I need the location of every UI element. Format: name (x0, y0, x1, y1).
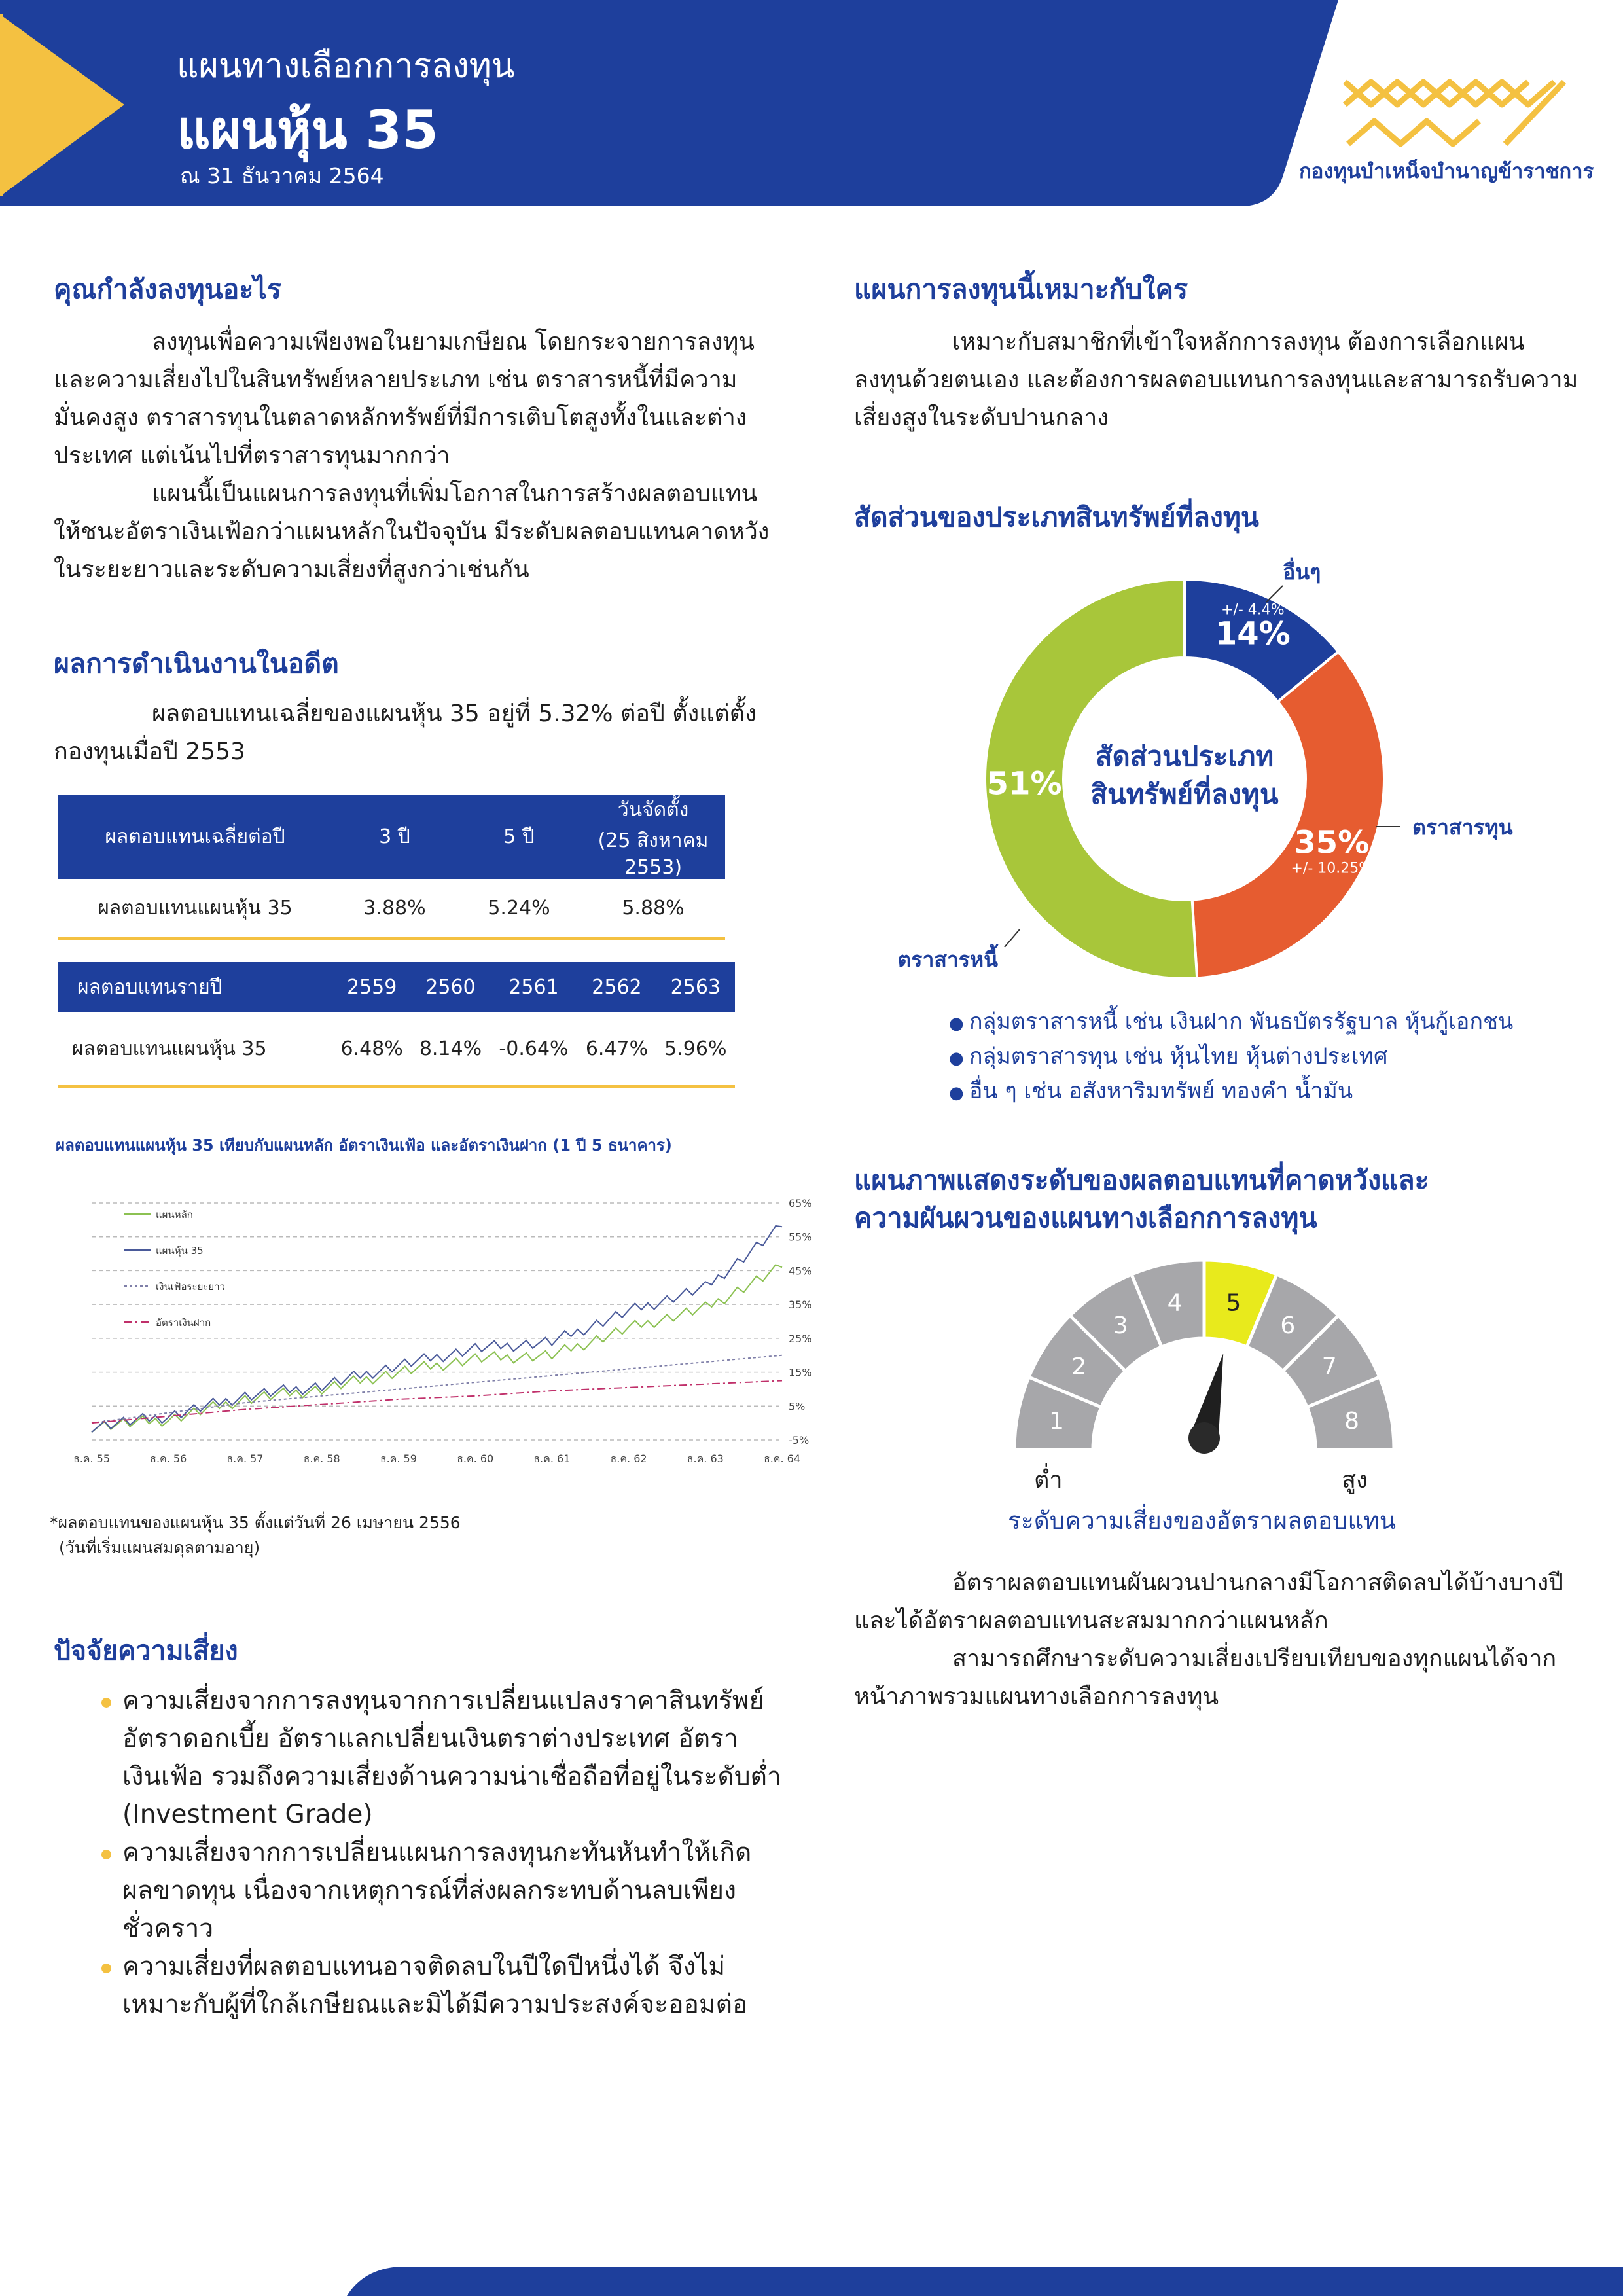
slice-label: ตราสารทุน (1412, 815, 1513, 840)
gauge-paragraph-2: สามารถศึกษาระดับความเสี่ยงเปรียบเทียบของทุกแผนได้จากหน้าภาพรวมแผนทางเลือกการลงทุน (854, 1645, 1557, 1710)
table-cell: -0.64% (499, 1037, 569, 1060)
suitable-heading: แผนการลงทุนนี้เหมาะกับใคร (854, 274, 1188, 305)
table-header-row (58, 795, 725, 879)
slice-percent: 14% (1215, 615, 1291, 653)
past-performance-text (54, 695, 774, 771)
slice-range: +/- 4.4% (1221, 601, 1285, 619)
gauge-level-label: 7 (1321, 1354, 1337, 1381)
gauge-level-label: 2 (1071, 1354, 1087, 1381)
footnote-line: *ผลตอบแทนของแผนหุ้น 35 ตั้งแต่วันที่ 26 เมษายน 2556 (50, 1513, 461, 1532)
heading-line: แผนภาพแสดงระดับของผลตอบแทนที่คาดหวังและ (854, 1164, 1429, 1196)
donut-center-label: สัดส่วนประเภท (1095, 740, 1274, 772)
asset-class-legend (949, 1005, 1513, 1109)
risk-level-gauge (1001, 1253, 1407, 1469)
table-header: 2562 (577, 962, 656, 1012)
risk-list (101, 1682, 782, 2024)
chart-footnote (50, 1511, 461, 1560)
footer-bar (0, 2261, 1623, 2296)
list-item-text: ความเสี่ยงจากการเปลี่ยนแผนการลงทุนกะทันหันทำให้เกิดผลขาดทุน เนื่องจากเหตุการณ์ที่ส่งผลกระทบด้านลบเพียงชั่วคราว (122, 1838, 752, 1943)
table-header: 3 ปี (332, 795, 457, 879)
table-header-row (58, 962, 735, 1012)
list-item (101, 1682, 782, 1834)
table-header: 5 ปี (457, 795, 581, 879)
gauge-low-label: ต่ำ (1034, 1467, 1063, 1494)
gauge-level-label: 1 (1048, 1408, 1064, 1435)
y-tick-label: 25% (789, 1332, 812, 1345)
plan-title: แผนหุ้น 35 (177, 99, 438, 160)
report-date: ณ 31 ธันวาคม 2564 (180, 163, 384, 188)
slice-percent: 51% (986, 765, 1062, 802)
x-tick-label: ธ.ค. 60 (457, 1452, 494, 1465)
table-cell: 6.48% (340, 1037, 403, 1060)
gauge-high-label: สูง (1342, 1467, 1368, 1494)
bullet-icon (101, 1698, 111, 1708)
list-item: ● กลุ่มตราสารทุน เช่น หุ้นไทย หุ้นต่างประเทศ (949, 1040, 1513, 1075)
gauge-level-label: 3 (1113, 1312, 1128, 1339)
series-line (92, 1355, 782, 1423)
gauge-caption: ระดับความเสี่ยงของอัตราผลตอบแทน (1008, 1507, 1397, 1535)
gauge-level-label: 5 (1226, 1289, 1241, 1317)
leader-line (1005, 929, 1020, 947)
donut-slice (1192, 652, 1384, 978)
legend-label: อัตราเงินฝาก (156, 1317, 211, 1329)
y-tick-label: 65% (789, 1197, 812, 1210)
list-item-text: ความเสี่ยงจากการลงทุนจากการเปลี่ยนแปลงราคาสินทรัพย์ อัตราดอกเบี้ย อัตราแลกเปลี่ยนเงินตราต่างประเทศ อัตราเงินเฟ้อ รวมถึงความเสี่ยงด้านความน่าเชื่อถือที่อยู่ในระดับต่ำ (Investment Grade) (122, 1686, 781, 1829)
table-header: ผลตอบแทนรายปี (58, 962, 332, 1012)
performance-line-chart (52, 1185, 825, 1473)
table-header: 2560 (411, 962, 490, 1012)
table-header: 2559 (332, 962, 411, 1012)
gauge-level-label: 4 (1167, 1289, 1183, 1317)
allocation-donut-chart (877, 547, 1544, 995)
y-tick-label: 55% (789, 1230, 812, 1244)
suitable-text (854, 323, 1580, 437)
bullet-icon (101, 1964, 111, 1973)
donut-center-label: สินทรัพย์ที่ลงทุน (1090, 778, 1279, 810)
header-line: (25 สิงหาคม 2553) (597, 829, 709, 879)
x-tick-label: ธ.ค. 57 (226, 1452, 264, 1465)
invest-in-paragraph-1: ลงทุนเพื่อความเพียงพอในยามเกษียณ โดยกระจายการลงทุนและความเสี่ยงไปในสินทรัพย์หลายประเภท เช่น ตราสารหนี้ที่มีความมั่นคงสูง ตราสารทุนในตลาดหลักทรัพย์ที่มีการเติบโตสูงทั้งในและต่างประเทศ แต่เน้นไปที่ตราสารทุนมากกว่า (54, 329, 755, 469)
table-cell: 5.96% (664, 1037, 727, 1060)
x-tick-label: ธ.ค. 59 (380, 1452, 417, 1465)
y-tick-label: 5% (789, 1400, 806, 1413)
gpf-logo-icon (1345, 82, 1564, 144)
slice-label: ตราสารหนี้ (897, 947, 998, 972)
header-line: วันจัดตั้ง (617, 798, 689, 821)
invest-in-heading: คุณกำลังลงทุนอะไร (54, 274, 281, 305)
row-label: ผลตอบแทนแผนหุ้น 35 (98, 896, 293, 920)
legend-label: แผนหุ้น 35 (156, 1245, 204, 1257)
table-header: ผลตอบแทนเฉลี่ยต่อปี (58, 795, 332, 879)
annual-return-table (58, 962, 735, 1088)
invest-in-text (54, 323, 780, 589)
past-performance-heading: ผลการดำเนินงานในอดีต (54, 648, 339, 679)
x-tick-label: ธ.ค. 61 (533, 1452, 571, 1465)
x-tick-label: ธ.ค. 55 (73, 1452, 111, 1465)
list-item-text: ความเสี่ยงที่ผลตอบแทนอาจติดลบในปีใดปีหนึ่งได้ จึงไม่เหมาะกับผู้ที่ใกล้เกษียณและมิได้มีความประสงค์จะออมต่อ (122, 1952, 748, 2019)
gauge-description (854, 1564, 1580, 1716)
slice-percent: 35% (1294, 824, 1370, 861)
list-item: ● กลุ่มตราสารหนี้ เช่น เงินฝาก พันธบัตรรัฐบาล หุ้นกู้เอกชน (949, 1005, 1513, 1040)
bullet-icon (101, 1850, 111, 1859)
plan-subtitle: แผนทางเลือกการลงทุน (177, 46, 515, 86)
footnote-line: (วันที่เริ่มแผนสมดุลตามอายุ) (59, 1538, 260, 1557)
suitable-paragraph: เหมาะกับสมาชิกที่เข้าใจหลักการลงทุน ต้องการเลือกแผนลงทุนด้วยตนเอง และต้องการผลตอบแทนการลงทุนและสามารถรับความเสี่ยงสูงในระดับปานกลาง (854, 329, 1578, 431)
gauge-level-label: 6 (1280, 1312, 1296, 1339)
gauge-hub (1188, 1422, 1220, 1454)
gauge-heading (854, 1161, 1429, 1237)
heading-line: ความผันผวนของแผนทางเลือกการลงทุน (854, 1202, 1317, 1234)
risk-heading: ปัจจัยความเสี่ยง (54, 1635, 238, 1666)
list-item (101, 1834, 782, 1948)
table-header: 2563 (656, 962, 735, 1012)
y-tick-label: 45% (789, 1265, 812, 1278)
table-cell: 3.88% (363, 896, 426, 920)
x-tick-label: ธ.ค. 58 (303, 1452, 340, 1465)
row-label: ผลตอบแทนแผนหุ้น 35 (72, 1037, 267, 1060)
invest-in-paragraph-2: แผนนี้เป็นแผนการลงทุนที่เพิ่มโอกาสในการสร้างผลตอบแทนให้ชนะอัตราเงินเฟ้อกว่าแผนหลักในปัจจุบัน มีระดับผลตอบแทนคาดหวังในระยะยาวและระดับความเสี่ยงที่สูงกว่าเช่นกัน (54, 480, 770, 583)
gauge-paragraph-1: อัตราผลตอบแทนผันผวนปานกลางมีโอกาสติดลบได้บ้างบางปี และได้อัตราผลตอบแทนสะสมมากกว่าแผนหลัก (854, 1570, 1564, 1634)
table-row (58, 1012, 735, 1087)
table-cell: 5.24% (488, 896, 550, 920)
org-name: กองทุนบำเหน็จบำนาญข้าราชการ (1299, 160, 1594, 183)
x-tick-label: ธ.ค. 63 (687, 1452, 724, 1465)
table-row (58, 879, 725, 939)
table-header: 2561 (490, 962, 578, 1012)
average-return-table (58, 795, 725, 940)
legend-label: แผนหลัก (156, 1209, 193, 1221)
y-tick-label: 15% (789, 1366, 812, 1379)
list-item (101, 1948, 782, 2024)
table-header (581, 795, 725, 879)
slice-range: +/- 10.25% (1291, 860, 1373, 877)
series-line (92, 1226, 782, 1432)
gauge-level-label: 8 (1344, 1408, 1360, 1435)
table-cell: 8.14% (419, 1037, 482, 1060)
series-line (92, 1381, 782, 1424)
allocation-heading: สัดส่วนของประเภทสินทรัพย์ที่ลงทุน (854, 501, 1259, 533)
table-cell: 5.88% (622, 896, 685, 920)
x-tick-label: ธ.ค. 64 (763, 1452, 801, 1465)
x-tick-label: ธ.ค. 56 (150, 1452, 187, 1465)
x-tick-label: ธ.ค. 62 (610, 1452, 647, 1465)
list-item: ● อื่น ๆ เช่น อสังหาริมทรัพย์ ทองคำ น้ำมัน (949, 1075, 1513, 1109)
past-performance-paragraph: ผลตอบแทนเฉลี่ยของแผนหุ้น 35 อยู่ที่ 5.32% ต่อปี ตั้งแต่ตั้งกองทุนเมื่อปี 2553 (54, 700, 757, 765)
table-cell: 6.47% (585, 1037, 649, 1060)
slice-label: อื่นๆ (1283, 560, 1321, 584)
legend-label: เงินเฟ้อระยะยาว (156, 1281, 226, 1293)
chart-title: ผลตอบแทนแผนหุ้น 35 เทียบกับแผนหลัก อัตราเงินเฟ้อ และอัตราเงินฝาก (1 ปี 5 ธนาคาร) (56, 1136, 672, 1155)
y-tick-label: -5% (789, 1434, 810, 1446)
y-tick-label: 35% (789, 1299, 812, 1312)
